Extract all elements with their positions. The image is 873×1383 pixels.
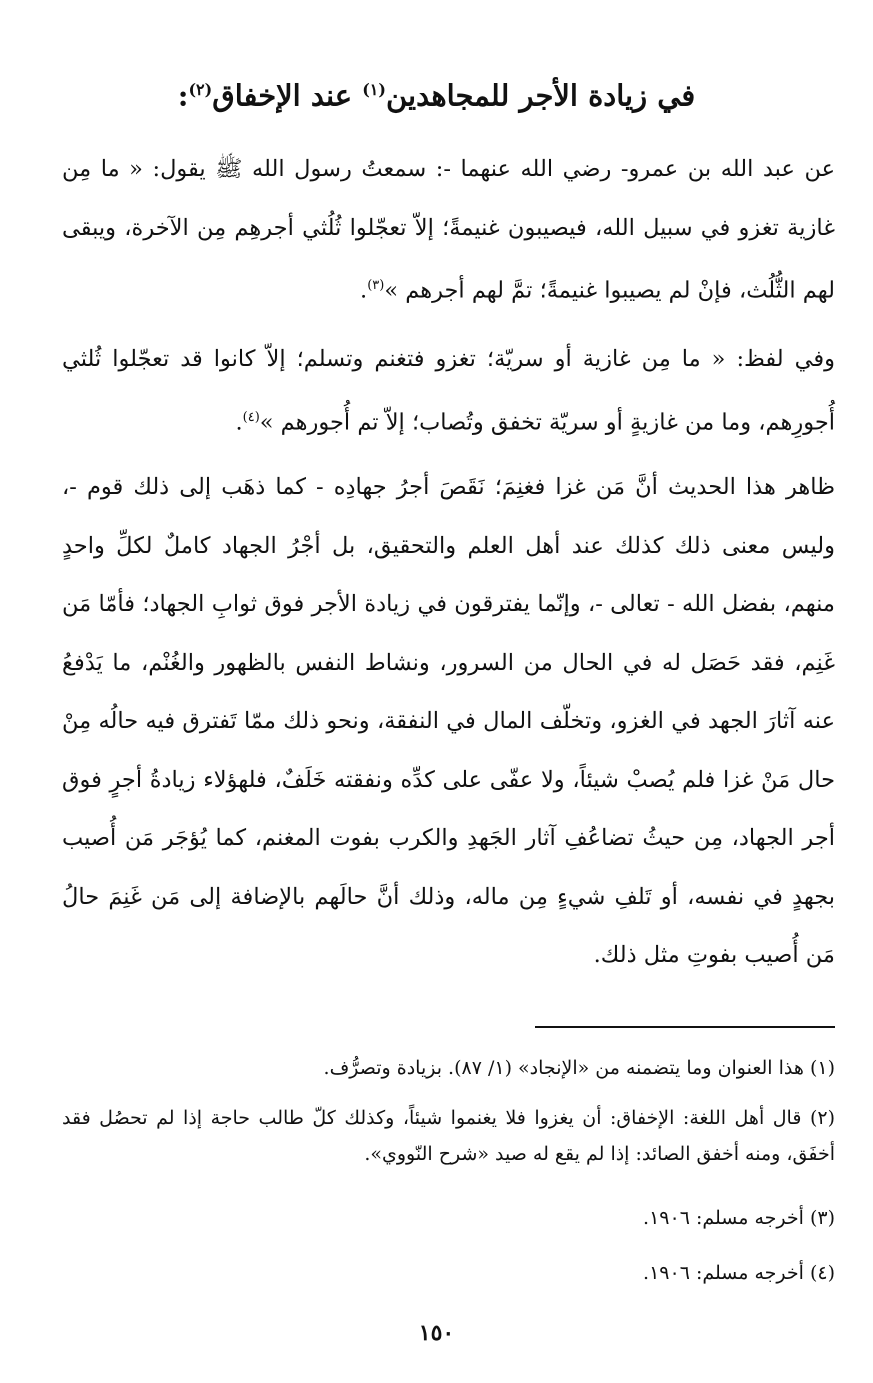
- footnote-number: (٣): [809, 1207, 835, 1229]
- footnote-number: (٤): [809, 1262, 835, 1284]
- footnote-ref-1: (١): [362, 80, 386, 99]
- footnote-2: [62, 1100, 835, 1172]
- footnote-1: [62, 1050, 835, 1086]
- footnote-number: (١): [809, 1057, 835, 1079]
- footnote-text: هذا العنوان وما يتضمنه من «الإنجاد» (١/ ٨٧). بزيادة وتصرُّف.: [323, 1057, 810, 1079]
- paragraph-end: .: [360, 277, 368, 304]
- paragraph-end: .: [235, 409, 243, 435]
- footnote-ref-4: (٤): [242, 409, 260, 425]
- footnote-text: أخرجه مسلم: ١٩٠٦.: [643, 1207, 810, 1229]
- variant-text: وفي لفظ: « ما مِن غازية أو سريّة؛ تغزو فتغنم وتسلم؛ إلاّ كانوا قد تعجّلوا ثُلثي أُجورِهم، وما من غازيةٍ أو سريّة تخفق وتُصاب؛ إلاّ تم أُجورهم »: [62, 346, 835, 435]
- footnote-4: [62, 1255, 835, 1291]
- footnote-3: [62, 1200, 835, 1236]
- footnote-separator: [535, 1026, 835, 1028]
- page-number: ١٥٠: [418, 1320, 455, 1346]
- hadith-text: عن عبد الله بن عمرو- رضي الله عنهما -: سمعتُ رسول الله ﷺ يقول: « ما مِن غازية تغزو في سبيل الله، فيصيبون غنيمةً؛ إلاّ تعجّلوا ثُلُثي أجرهِم مِن الآخرة، ويبقى لهم الثُّلُث، فإنْ لم يصيبوا غنيمةً؛ تمَّ لهم أجرهم »: [62, 156, 835, 304]
- heading-text-middle: عند الإخفاق: [212, 78, 363, 113]
- heading-text-start: في زيادة الأجر للمجاهدين: [385, 78, 696, 113]
- footnote-text: قال أهل اللغة: الإخفاق: أن يغزوا فلا يغنموا شيئاً، وكذلك كلّ طالب حاجة إذا لم تحصُل فقد أخفَق، ومنه أخفق الصائد: إذا لم يقع له صيد «شرح النّووي».: [62, 1107, 835, 1165]
- footnote-number: (٢): [809, 1107, 835, 1129]
- heading-colon: :: [177, 78, 189, 113]
- footnote-ref-2: (٢): [188, 80, 213, 99]
- footnote-text: أخرجه مسلم: ١٩٠٦.: [643, 1262, 810, 1284]
- footnote-ref-3: (٣): [367, 278, 385, 293]
- hadith-paragraph: [62, 140, 835, 320]
- commentary-paragraph: ظاهر هذا الحديث أنَّ مَن غزا فغنِمَ؛ نَقَصَ أجرُ جهادِه - كما ذهَب إلى ذلك قوم -، وليس معنى ذلك كذلك عند أهل العلم والتحقيق، بل أجْرُ الجهاد كاملٌ لكلِّ واحدٍ منهم، بفضل الله - تعالى -، وإنّما يفترقون في زيادة الأجر فوق ثوابِ الجهاد؛ فأمّا مَن غَنِم، فقد حَصَل له في الحال من السرور، ونشاط النفس بالظهور والغُنْم، ما يَدْفعُ عنه آثارَ الجهد في الغزو، وتخلّف المال في النفقة، ونحو ذلك ممّا تَفترق فيه حالُه مِنْ حال مَنْ غزا فلم يُصبْ شيئاً، ولا عفّى على كدِّه ونفقته خَلَفٌ، فلهؤلاء زيادةُ أجرٍ فوق أجر الجهاد، مِن حيثُ تضاعُفِ آثار الجَهدِ والكرب بفوت المغنم، كما يُؤجَر مَن أُصيب بجهدٍ في نفسه، أو تَلفِ شيءٍ مِن ماله، وذلك أنَّ حالَهم بالإضافة إلى مَن غَنِمَ حالُ مَن أُصيب بفوتِ مثل ذلك.: [62, 474, 835, 968]
- variant-wording-paragraph: [62, 330, 835, 452]
- section-heading: [60, 68, 813, 118]
